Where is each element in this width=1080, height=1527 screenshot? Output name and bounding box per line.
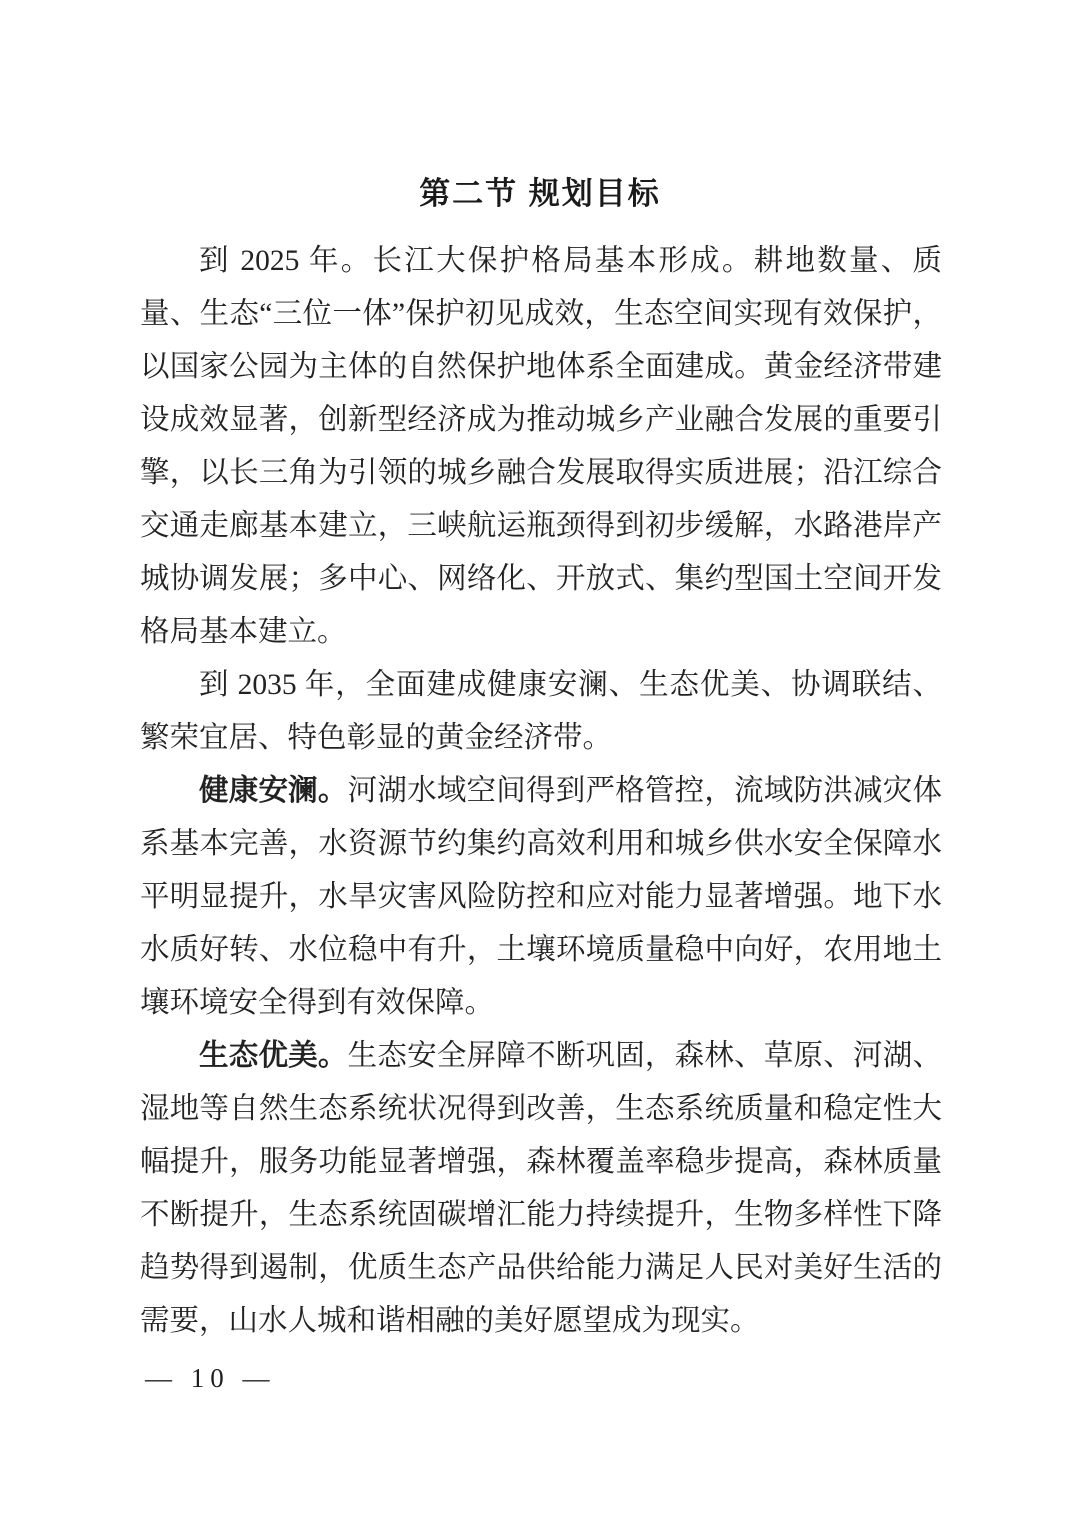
section-title: 第二节 规划目标 <box>419 176 661 211</box>
page-number: — 10 — <box>145 1363 276 1393</box>
paragraph-lead: 健康安澜。 <box>199 775 348 807</box>
paragraph-2035-goals <box>140 659 942 765</box>
paragraph-text: 到 2035 年，全面建成健康安澜、生态优美、协调联结、繁荣宜居、特色彰显的黄金经济带。 <box>140 669 942 754</box>
paragraph-text: 到 2025 年。长江大保护格局基本形成。耕地数量、质量、生态“三位一体”保护初见成效，生态空间实现有效保护，以国家公园为主体的自然保护地体系全面建成。黄金经济带建设成效显著，创新型经济成为推动城乡产业融合发展的重要引擎，以长三角为引领的城乡融合发展取得实质进展；沿江综合交通走廊基本建立，三峡航运瓶颈得到初步缓解，水路港岸产城协调发展；多中心、网络化、开放式、集约型国土空间开发格局基本建立。 <box>140 245 942 648</box>
paragraph-text: 河湖水域空间得到严格管控，流域防洪减灾体系基本完善，水资源节约集约高效利用和城乡供水安全保障水平明显提升，水旱灾害风险防控和应对能力显著增强。地下水水质好转、水位稳中有升，土壤环境质量稳中向好，农用地土壤环境安全得到有效保障。 <box>140 775 942 1019</box>
paragraph-beautiful-ecology <box>140 1030 942 1348</box>
body-text <box>140 235 942 1348</box>
paragraph-lead: 生态优美。 <box>199 1040 348 1072</box>
paragraph-text: 生态安全屏障不断巩固，森林、草原、河湖、湿地等自然生态系统状况得到改善，生态系统质量和稳定性大幅提升，服务功能显著增强，森林覆盖率稳步提高，森林质量不断提升，生态系统固碳增汇能力持续提升，生物多样性下降趋势得到遏制，优质生态产品供给能力满足人民对美好生活的需要，山水人城和谐相融的美好愿望成为现实。 <box>140 1040 942 1337</box>
paragraph-2025-goals <box>140 235 942 659</box>
paragraph-healthy-rivers <box>140 765 942 1030</box>
